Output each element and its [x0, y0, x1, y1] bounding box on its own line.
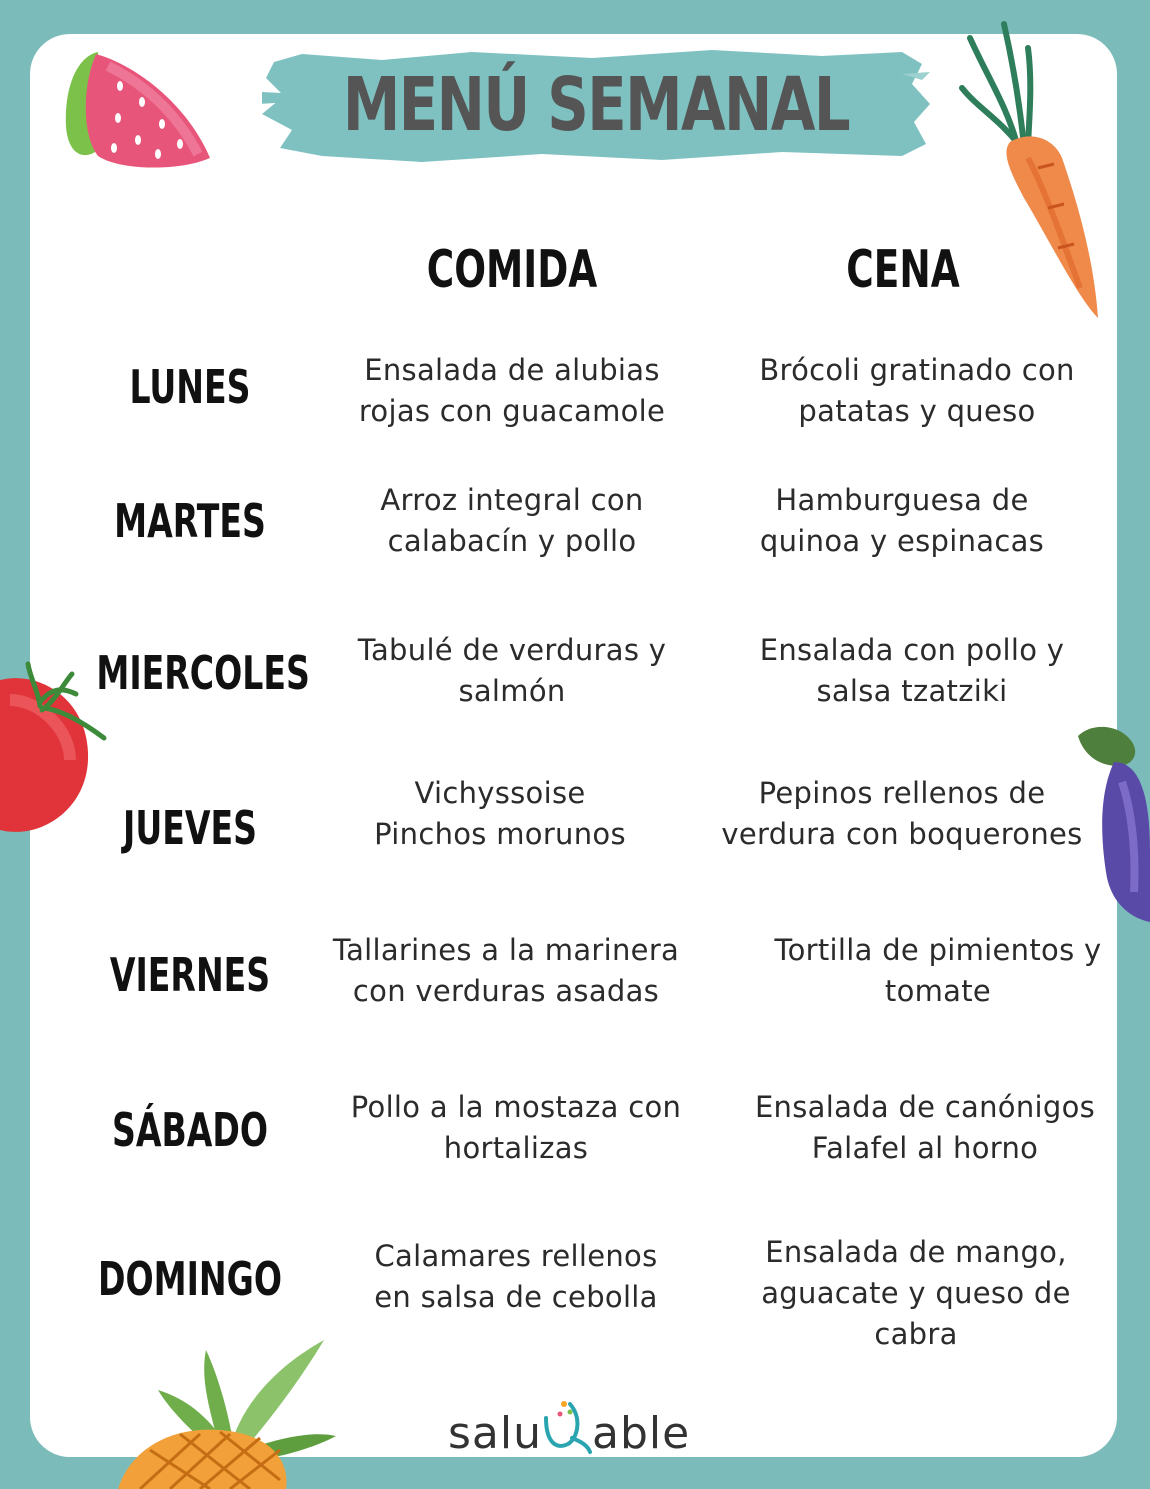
carrot-icon: [958, 18, 1108, 328]
dinner-line: Pepinos rellenos de: [758, 776, 1046, 810]
lunch-line: Tabulé de verduras y: [357, 633, 667, 667]
dinner-line: Ensalada de mango,: [765, 1235, 1067, 1269]
day-label: DOMINGO: [97, 1252, 282, 1306]
dinner-line: Brócoli gratinado con: [759, 353, 1075, 387]
logo-text-end: able: [592, 1408, 691, 1459]
lunch-line: con verduras asadas: [352, 974, 660, 1008]
dinner-line: salsa tzatziki: [816, 674, 1008, 708]
lunch-cell: [312, 630, 712, 712]
tomato-icon: [0, 650, 110, 840]
dinner-line: patatas y queso: [798, 394, 1036, 428]
dinner-cell: [716, 1232, 1116, 1355]
dinner-cell: [712, 630, 1112, 712]
lunch-line: Calamares rellenos: [374, 1239, 658, 1273]
dinner-cell: [725, 1087, 1125, 1169]
lunch-line: salmón: [458, 674, 566, 708]
dinner-line: Tortilla de pimientos y: [774, 933, 1102, 967]
logo-figure-icon: [542, 1398, 592, 1454]
day-label: SÁBADO: [111, 1103, 269, 1157]
dinner-cell: [712, 350, 1122, 432]
lunch-line: hortalizas: [443, 1131, 589, 1165]
lunch-cell: [312, 480, 712, 562]
dinner-cell: [738, 930, 1138, 1012]
eggplant-icon: [1070, 722, 1150, 922]
day-label: MARTES: [114, 494, 266, 548]
logo-text-start: salu: [448, 1408, 542, 1459]
saludable-logo: [448, 1398, 708, 1458]
lunch-cell: [316, 1087, 716, 1169]
day-label: VIERNES: [109, 948, 271, 1002]
dinner-line: Ensalada con pollo y: [759, 633, 1065, 667]
lunch-line: Pollo a la mostaza con: [350, 1090, 682, 1124]
dinner-line: cabra: [874, 1317, 958, 1351]
column-header-comida: COMIDA: [426, 240, 598, 300]
lunch-cell: [306, 930, 706, 1012]
column-header-cena: CENA: [846, 240, 960, 300]
strawberry-icon: [58, 46, 218, 176]
lunch-line: Vichyssoise: [414, 776, 586, 810]
dinner-line: verdura con boquerones: [721, 817, 1083, 851]
lunch-cell: [300, 773, 700, 855]
dinner-cell: [702, 480, 1102, 562]
dinner-line: tomate: [884, 974, 992, 1008]
lunch-line: Ensalada de alubias: [364, 353, 660, 387]
dinner-line: Hamburguesa de: [775, 483, 1029, 517]
lunch-cell: [312, 350, 712, 432]
lunch-line: calabacín y pollo: [387, 524, 637, 558]
lunch-line: Arroz integral con: [380, 483, 644, 517]
day-label: LUNES: [129, 360, 251, 414]
day-label: JUEVES: [123, 801, 257, 855]
lunch-line: Pinchos morunos: [374, 817, 626, 851]
dinner-line: quinoa y espinacas: [759, 524, 1045, 558]
lunch-line: en salsa de cebolla: [374, 1280, 658, 1314]
lunch-cell: [316, 1236, 716, 1318]
dinner-line: Ensalada de canónigos: [754, 1090, 1096, 1124]
day-label: MIERCOLES: [96, 646, 310, 700]
dinner-cell: [702, 773, 1102, 855]
dinner-line: Falafel al horno: [811, 1131, 1039, 1165]
lunch-line: rojas con guacamole: [358, 394, 666, 428]
title-banner: [262, 44, 930, 166]
dinner-line: aguacate y queso de: [761, 1276, 1071, 1310]
lunch-line: Tallarines a la marinera: [332, 933, 680, 967]
page-title: MENÚ SEMANAL: [342, 62, 850, 148]
pineapple-icon: [110, 1330, 340, 1489]
